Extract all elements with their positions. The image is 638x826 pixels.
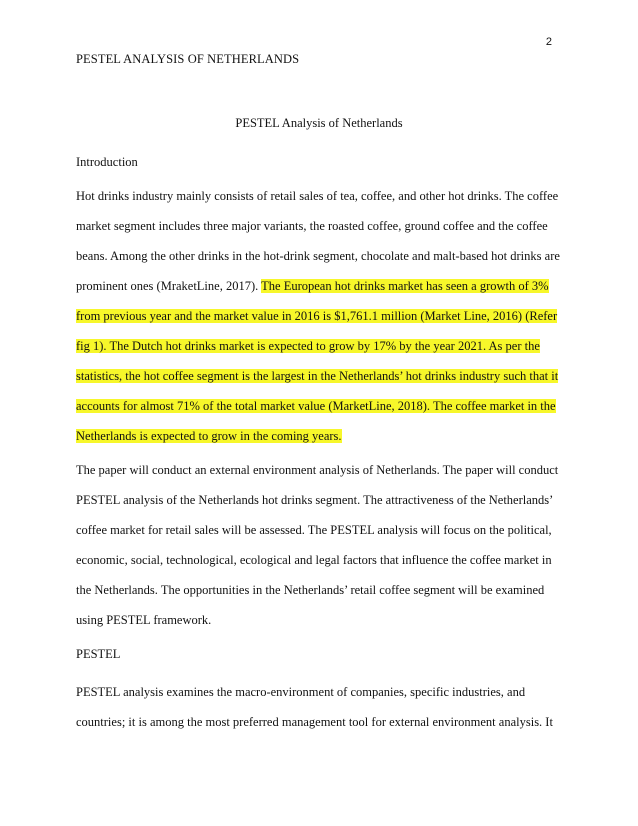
page-number: 2 bbox=[545, 36, 552, 48]
pestel-heading: PESTEL bbox=[76, 647, 121, 661]
paragraph-line bbox=[76, 278, 549, 294]
paragraph-line: economic, social, technological, ecological and legal factors that influence the coffee market in bbox=[76, 553, 552, 567]
highlighted-text: The European hot drinks market has seen a growth of 3% bbox=[261, 279, 549, 293]
paragraph-line: The paper will conduct an external environment analysis of Netherlands. The paper will conduct bbox=[76, 463, 559, 477]
paragraph-line: the Netherlands. The opportunities in the Netherlands’ retail coffee segment will be examined bbox=[76, 583, 545, 597]
paragraph-line bbox=[76, 308, 557, 324]
highlighted-text: from previous year and the market value in 2016 is $1,761.1 million (Market Line, 2016) (Refer bbox=[76, 309, 558, 323]
paragraph-line: PESTEL analysis of the Netherlands hot drinks segment. The attractiveness of the Netherlands’ bbox=[76, 493, 554, 507]
text-run: prominent ones (MraketLine, 2017). bbox=[76, 279, 262, 293]
paragraph-line bbox=[76, 398, 556, 414]
paragraph-line: Hot drinks industry mainly consists of retail sales of tea, coffee, and other hot drinks. The coffee bbox=[76, 189, 559, 203]
paragraph-line: beans. Among the other drinks in the hot-drink segment, chocolate and malt-based hot drinks are bbox=[76, 249, 560, 263]
highlighted-text: Netherlands is expected to grow in the coming years. bbox=[76, 429, 342, 443]
running-head: PESTEL ANALYSIS OF NETHERLANDS bbox=[76, 52, 300, 66]
paragraph-line: market segment includes three major variants, the roasted coffee, ground coffee and the coffee bbox=[76, 219, 548, 233]
highlighted-text: accounts for almost 71% of the total market value (MarketLine, 2018). The coffee market in the bbox=[76, 399, 556, 413]
paragraph-line: coffee market for retail sales will be assessed. The PESTEL analysis will focus on the political, bbox=[76, 523, 552, 537]
introduction-heading: Introduction bbox=[76, 155, 138, 169]
paragraph-line: using PESTEL framework. bbox=[76, 613, 212, 627]
paragraph-line bbox=[76, 428, 342, 444]
document-title: PESTEL Analysis of Netherlands bbox=[235, 116, 403, 130]
highlighted-text: statistics, the hot coffee segment is the largest in the Netherlands’ hot drinks industry such that it bbox=[76, 369, 559, 383]
highlighted-text: fig 1). The Dutch hot drinks market is expected to grow by 17% by the year 2021. As per the bbox=[76, 339, 540, 353]
paragraph-line: PESTEL analysis examines the macro-environment of companies, specific industries, and bbox=[76, 685, 526, 699]
paragraph-line bbox=[76, 368, 558, 384]
paragraph-line: countries; it is among the most preferred management tool for external environment analysis. It bbox=[76, 715, 553, 729]
paragraph-line bbox=[76, 338, 540, 354]
